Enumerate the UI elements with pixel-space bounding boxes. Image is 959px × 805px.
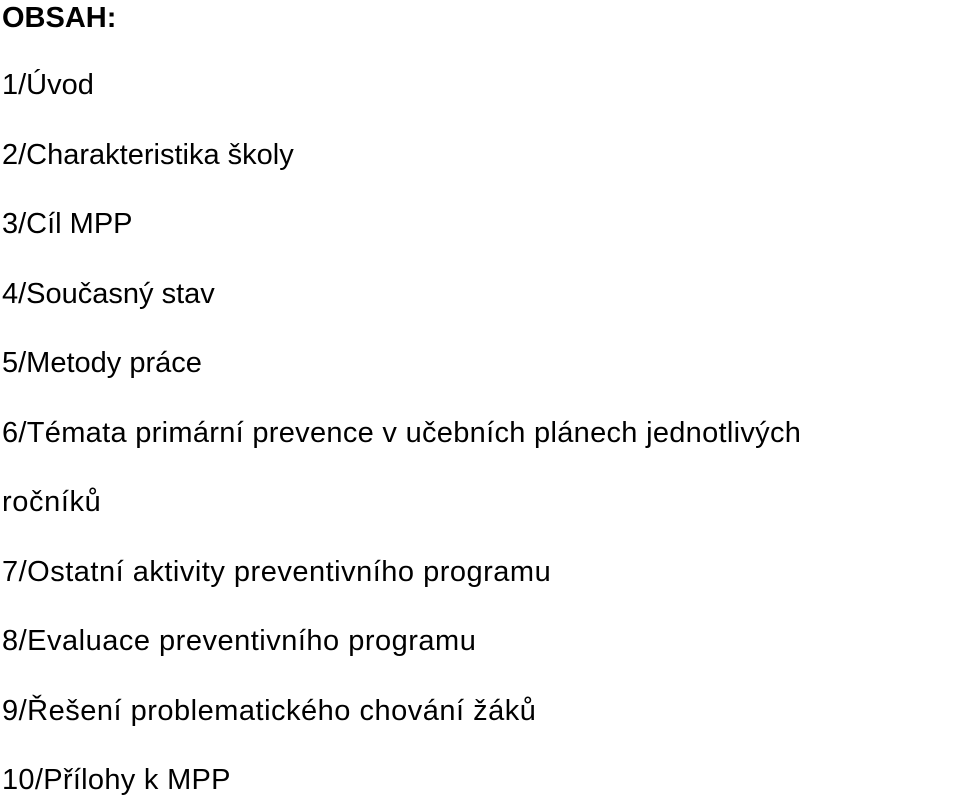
toc-item-6: 6/Témata primární prevence v učebních plánech jednotlivých xyxy=(2,417,802,449)
toc-title: OBSAH: xyxy=(2,2,117,34)
toc-item-10: 10/Přílohy k MPP xyxy=(2,764,231,796)
toc-item-4: 4/Současný stav xyxy=(2,278,215,310)
toc-item-3: 3/Cíl MPP xyxy=(2,208,133,240)
toc-item-7: 7/Ostatní aktivity preventivního programu xyxy=(2,556,552,588)
toc-item-5: 5/Metody práce xyxy=(2,347,202,379)
toc-item-8: 8/Evaluace preventivního programu xyxy=(2,625,477,657)
toc-item-2: 2/Charakteristika školy xyxy=(2,139,294,171)
toc-item-1: 1/Úvod xyxy=(2,69,94,101)
toc-item-9: 9/Řešení problematického chování žáků xyxy=(2,695,537,727)
toc-item-6-continuation: ročníků xyxy=(2,486,102,518)
